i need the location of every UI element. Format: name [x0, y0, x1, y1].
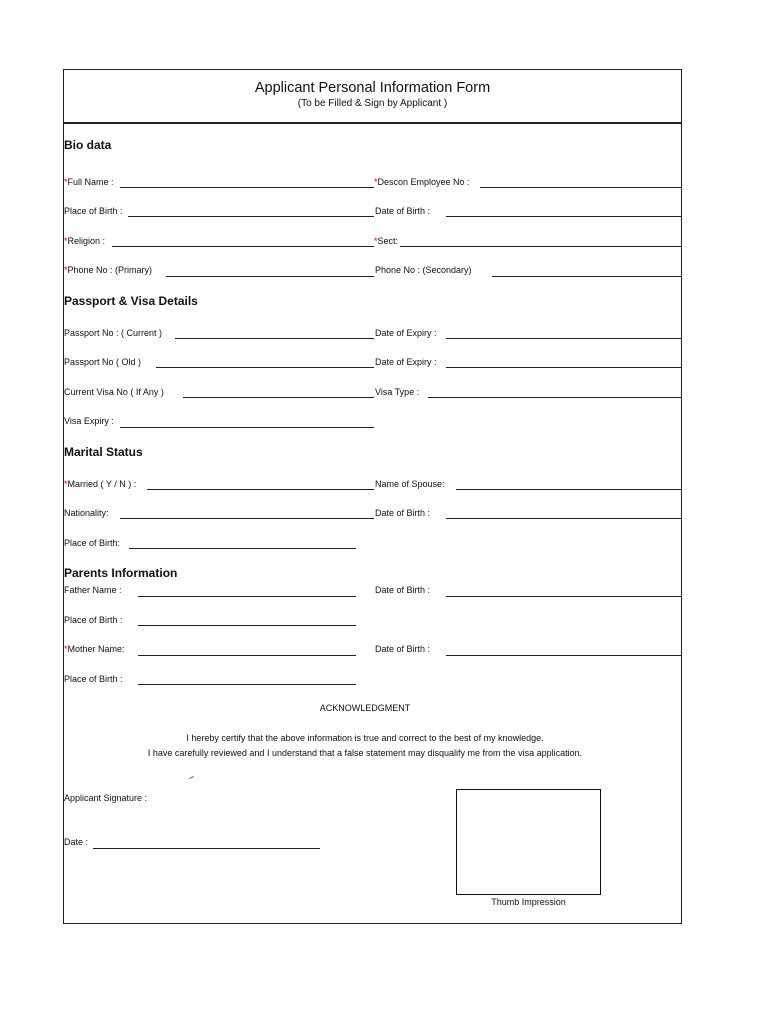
- passport-current-field[interactable]: [175, 338, 374, 339]
- thumb-impression-box[interactable]: [456, 789, 601, 895]
- father-dob-label: Date of Birth :: [375, 585, 431, 595]
- spouse-name-label: Name of Spouse:: [375, 479, 445, 489]
- religion-label: *Religion :: [64, 236, 106, 246]
- required-marker: *: [64, 644, 68, 654]
- phone-secondary-label: Phone No : (Secondary): [375, 265, 472, 275]
- father-pob-label: Place of Birth :: [64, 615, 123, 625]
- father-dob-field[interactable]: [446, 596, 682, 597]
- phone-primary-field[interactable]: [166, 276, 374, 277]
- date-label: Date :: [64, 837, 89, 847]
- nationality-field[interactable]: [120, 518, 374, 519]
- passport-old-field[interactable]: [156, 367, 374, 368]
- mother-name-field[interactable]: [138, 655, 356, 656]
- section-heading-bio-data: Bio data: [64, 138, 112, 152]
- form-title: Applicant Personal Information Form: [254, 80, 491, 96]
- spouse-dob-field[interactable]: [446, 518, 682, 519]
- spouse-pob-field[interactable]: [129, 548, 356, 549]
- married-label: *Married ( Y / N ) :: [64, 479, 137, 489]
- place-of-birth-field[interactable]: [128, 216, 374, 217]
- passport-old-expiry-field[interactable]: [446, 367, 682, 368]
- acknowledgment-title: ACKNOWLEDGMENT: [319, 703, 411, 713]
- acknowledgment-line-1: I hereby certify that the above information is true and correct to the best of my knowledge.: [186, 733, 544, 743]
- spouse-pob-label: Place of Birth:: [64, 538, 121, 548]
- mother-dob-field[interactable]: [446, 655, 682, 656]
- form-subtitle: (To be Filled & Sign by Applicant ): [297, 98, 448, 109]
- spouse-dob-label: Date of Birth :: [375, 508, 431, 518]
- date-of-birth-label: Date of Birth :: [375, 206, 431, 216]
- required-marker: *: [64, 479, 68, 489]
- place-of-birth-label: Place of Birth :: [64, 206, 123, 216]
- visa-expiry-label: Visa Expiry :: [64, 416, 114, 426]
- visa-type-label: Visa Type :: [375, 387, 420, 397]
- section-heading-marital-status: Marital Status: [64, 445, 143, 459]
- signature-label: Applicant Signature :: [64, 793, 148, 803]
- required-marker: *: [64, 236, 68, 246]
- visa-type-field[interactable]: [428, 397, 682, 398]
- father-pob-field[interactable]: [138, 625, 356, 626]
- passport-current-label: Passport No : ( Current ): [64, 328, 163, 338]
- required-marker: *: [374, 236, 378, 246]
- acknowledgment-line-2: I have carefully reviewed and I understand that a false statement may disqualify me from the visa application.: [147, 748, 583, 758]
- full-name-label: *Full Name :: [64, 177, 114, 187]
- required-marker: *: [374, 177, 378, 187]
- passport-expiry-field[interactable]: [446, 338, 682, 339]
- full-name-field[interactable]: [120, 187, 374, 188]
- sect-label: *Sect:: [374, 236, 399, 246]
- mother-name-label: *Mother Name:: [64, 644, 125, 654]
- passport-old-expiry-label: Date of Expiry :: [375, 357, 437, 367]
- father-name-label: Father Name :: [64, 585, 122, 595]
- employee-no-field[interactable]: [480, 187, 682, 188]
- mother-pob-field[interactable]: [138, 684, 356, 685]
- date-of-birth-field[interactable]: [446, 216, 682, 217]
- passport-expiry-label: Date of Expiry :: [375, 328, 437, 338]
- visa-expiry-field[interactable]: [120, 427, 374, 428]
- married-field[interactable]: [147, 489, 374, 490]
- passport-old-label: Passport No ( Old ): [64, 357, 142, 367]
- section-heading-passport-visa: Passport & Visa Details: [64, 294, 198, 308]
- religion-field[interactable]: [112, 246, 374, 247]
- thumb-impression-label: Thumb Impression: [491, 897, 566, 907]
- mother-dob-label: Date of Birth :: [375, 644, 431, 654]
- date-field[interactable]: [93, 848, 320, 849]
- required-marker: *: [64, 265, 68, 275]
- section-heading-parents: Parents Information: [64, 566, 178, 580]
- phone-secondary-field[interactable]: [492, 276, 682, 277]
- sect-field[interactable]: [400, 246, 682, 247]
- spouse-name-field[interactable]: [456, 489, 682, 490]
- current-visa-label: Current Visa No ( If Any ): [64, 387, 164, 397]
- father-name-field[interactable]: [138, 596, 356, 597]
- header-divider: [63, 122, 682, 124]
- phone-primary-label: *Phone No : (Primary): [64, 265, 153, 275]
- employee-no-label: *Descon Employee No :: [374, 177, 470, 187]
- nationality-label: Nationality:: [64, 508, 109, 518]
- required-marker: *: [64, 177, 68, 187]
- mother-pob-label: Place of Birth :: [64, 674, 123, 684]
- current-visa-field[interactable]: [183, 397, 374, 398]
